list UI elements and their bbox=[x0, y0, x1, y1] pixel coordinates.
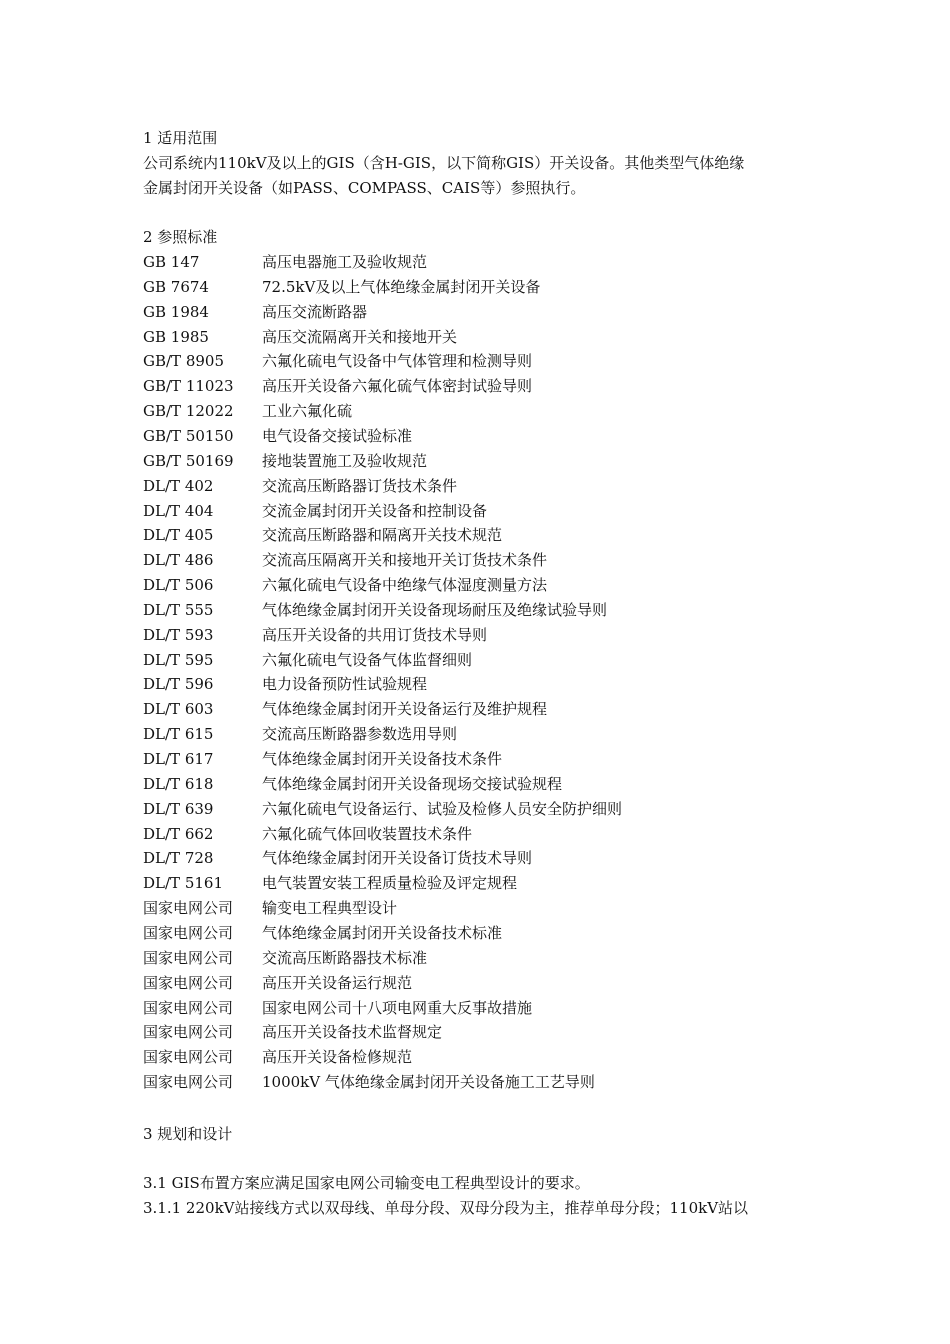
reference-title: 工业六氟化硫 bbox=[262, 402, 353, 420]
reference-code: GB 1985 bbox=[143, 328, 209, 346]
reference-code: DL/T 486 bbox=[143, 551, 214, 569]
reference-code: GB/T 8905 bbox=[143, 352, 225, 370]
section-2-heading: 2 参照标准 bbox=[143, 228, 218, 246]
reference-title: 电气设备交接试验标准 bbox=[262, 427, 413, 445]
reference-code: 国家电网公司 bbox=[143, 924, 234, 942]
reference-code: DL/T 639 bbox=[143, 800, 214, 818]
reference-code: GB 147 bbox=[143, 253, 200, 271]
reference-code: 国家电网公司 bbox=[143, 974, 234, 992]
reference-title: 六氟化硫电气设备中气体管理和检测导则 bbox=[262, 352, 533, 370]
reference-code: GB 7674 bbox=[143, 278, 209, 296]
reference-code: DL/T 5161 bbox=[143, 874, 223, 892]
reference-code: DL/T 615 bbox=[143, 725, 214, 743]
section-1-paragraph-line-1: 公司系统内110kV及以上的GIS（含H-GIS，以下简称GIS）开关设备。其他类型气体绝缘 bbox=[143, 154, 745, 172]
reference-title: 输变电工程典型设计 bbox=[262, 899, 398, 917]
reference-code: DL/T 402 bbox=[143, 477, 214, 495]
section-3-heading: 3 规划和设计 bbox=[143, 1125, 233, 1143]
reference-code: DL/T 618 bbox=[143, 775, 214, 793]
reference-code: DL/T 555 bbox=[143, 601, 214, 619]
reference-code: 国家电网公司 bbox=[143, 1023, 234, 1041]
reference-title: 交流高压断路器参数选用导则 bbox=[262, 725, 458, 743]
reference-title: 六氟化硫电气设备气体监督细则 bbox=[262, 651, 473, 669]
reference-title: 气体绝缘金属封闭开关设备订货技术导则 bbox=[262, 849, 533, 867]
reference-code: GB/T 50150 bbox=[143, 427, 234, 445]
reference-title: 气体绝缘金属封闭开关设备技术条件 bbox=[262, 750, 503, 768]
reference-title: 交流金属封闭开关设备和控制设备 bbox=[262, 502, 488, 520]
reference-code: DL/T 506 bbox=[143, 576, 214, 594]
reference-code: GB/T 11023 bbox=[143, 377, 234, 395]
reference-title: 交流高压断路器技术标准 bbox=[262, 949, 428, 967]
item-3-1: 3.1 GIS布置方案应满足国家电网公司输变电工程典型设计的要求。 bbox=[143, 1174, 590, 1192]
reference-title: 气体绝缘金属封闭开关设备现场交接试验规程 bbox=[262, 775, 563, 793]
reference-code: DL/T 595 bbox=[143, 651, 214, 669]
reference-code: DL/T 728 bbox=[143, 849, 214, 867]
reference-title: 电力设备预防性试验规程 bbox=[262, 675, 428, 693]
reference-code: 国家电网公司 bbox=[143, 999, 234, 1017]
reference-code: 国家电网公司 bbox=[143, 1073, 234, 1091]
reference-title: 1000kV 气体绝缘金属封闭开关设备施工工艺导则 bbox=[262, 1073, 595, 1091]
reference-title: 72.5kV及以上气体绝缘金属封闭开关设备 bbox=[262, 278, 541, 296]
reference-title: 高压开关设备六氟化硫气体密封试验导则 bbox=[262, 377, 533, 395]
reference-title: 接地装置施工及验收规范 bbox=[262, 452, 428, 470]
section-1-paragraph-line-2: 金属封闭开关设备（如PASS、COMPASS、CAIS等）参照执行。 bbox=[143, 179, 586, 197]
reference-title: 高压开关设备技术监督规定 bbox=[262, 1023, 443, 1041]
reference-title: 高压交流断路器 bbox=[262, 303, 368, 321]
section-1-heading: 1 适用范围 bbox=[143, 129, 218, 147]
reference-code: DL/T 405 bbox=[143, 526, 214, 544]
reference-title: 国家电网公司十八项电网重大反事故措施 bbox=[262, 999, 533, 1017]
reference-code: 国家电网公司 bbox=[143, 899, 234, 917]
reference-code: DL/T 593 bbox=[143, 626, 214, 644]
reference-title: 六氟化硫电气设备中绝缘气体湿度测量方法 bbox=[262, 576, 548, 594]
reference-title: 高压交流隔离开关和接地开关 bbox=[262, 328, 458, 346]
reference-title: 交流高压断路器订货技术条件 bbox=[262, 477, 458, 495]
reference-title: 电气装置安装工程质量检验及评定规程 bbox=[262, 874, 518, 892]
reference-title: 交流高压断路器和隔离开关技术规范 bbox=[262, 526, 503, 544]
reference-title: 六氟化硫电气设备运行、试验及检修人员安全防护细则 bbox=[262, 800, 623, 818]
reference-title: 高压开关设备运行规范 bbox=[262, 974, 413, 992]
reference-title: 高压开关设备检修规范 bbox=[262, 1048, 413, 1066]
reference-code: DL/T 617 bbox=[143, 750, 214, 768]
reference-title: 气体绝缘金属封闭开关设备运行及维护规程 bbox=[262, 700, 548, 718]
reference-title: 六氟化硫气体回收装置技术条件 bbox=[262, 825, 473, 843]
reference-code: GB 1984 bbox=[143, 303, 209, 321]
reference-title: 高压电器施工及验收规范 bbox=[262, 253, 428, 271]
reference-code: 国家电网公司 bbox=[143, 1048, 234, 1066]
reference-code: 国家电网公司 bbox=[143, 949, 234, 967]
reference-code: DL/T 662 bbox=[143, 825, 214, 843]
reference-title: 高压开关设备的共用订货技术导则 bbox=[262, 626, 488, 644]
reference-title: 交流高压隔离开关和接地开关订货技术条件 bbox=[262, 551, 548, 569]
reference-code: GB/T 12022 bbox=[143, 402, 234, 420]
item-3-1-1: 3.1.1 220kV站接线方式以双母线、单母分段、双母分段为主，推荐单母分段；110kV站以 bbox=[143, 1199, 749, 1217]
reference-title: 气体绝缘金属封闭开关设备现场耐压及绝缘试验导则 bbox=[262, 601, 608, 619]
reference-code: DL/T 596 bbox=[143, 675, 214, 693]
reference-title: 气体绝缘金属封闭开关设备技术标准 bbox=[262, 924, 503, 942]
reference-code: DL/T 404 bbox=[143, 502, 214, 520]
reference-code: GB/T 50169 bbox=[143, 452, 234, 470]
reference-code: DL/T 603 bbox=[143, 700, 214, 718]
